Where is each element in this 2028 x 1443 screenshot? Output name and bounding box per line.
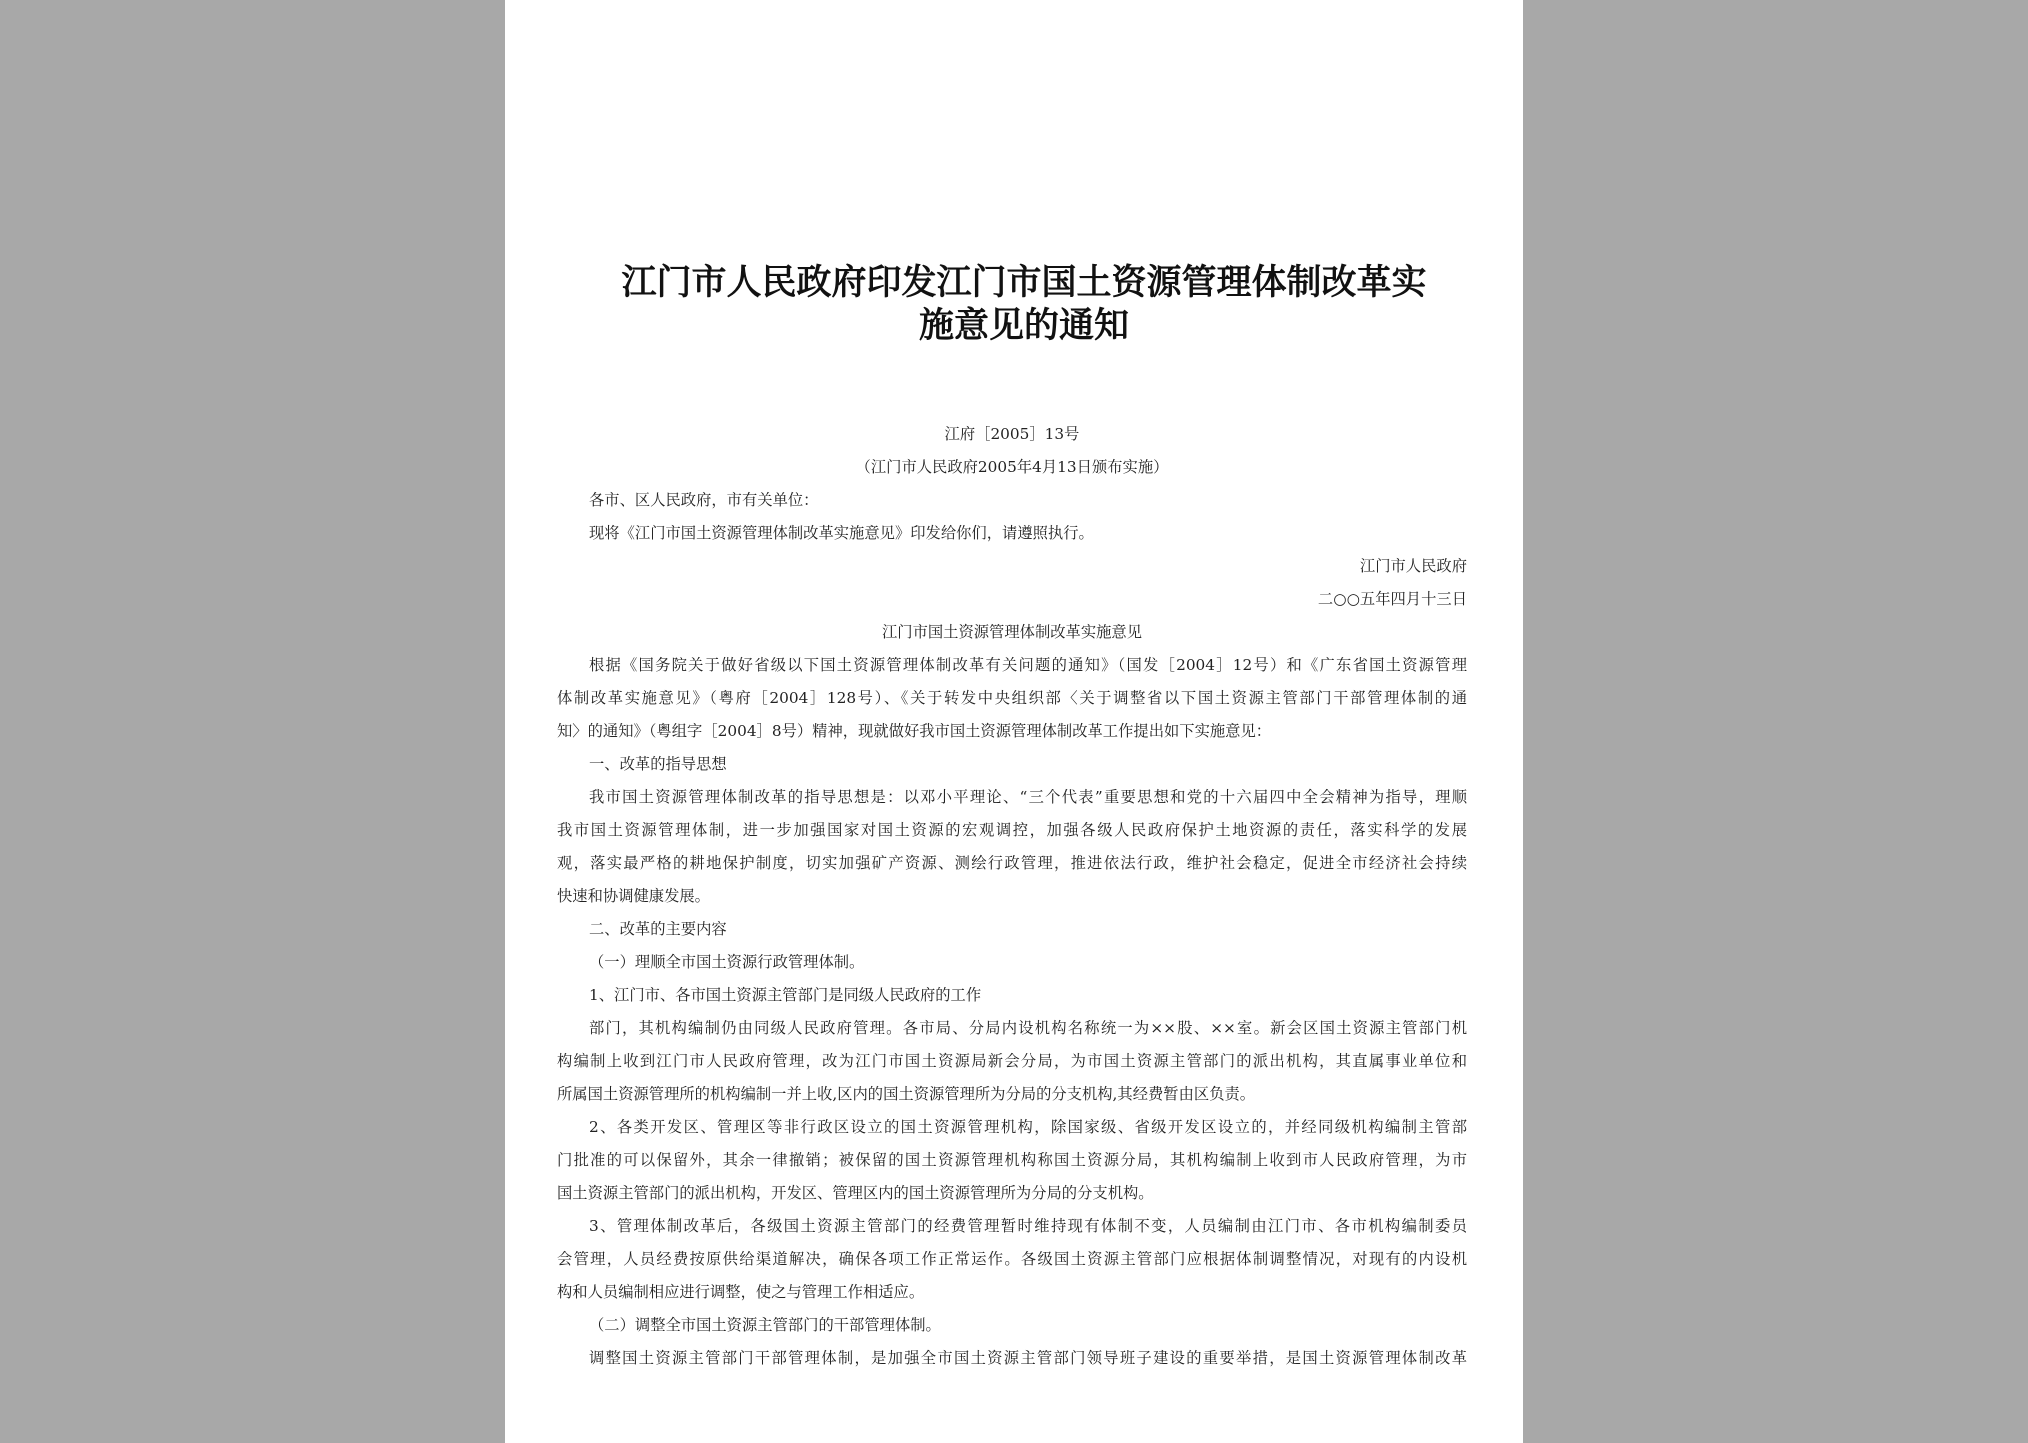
subheading-1: （一）理顺全市国土资源行政管理体制。 [589,953,865,971]
issue-note: （江门市人民政府2005年4月13日颁布实施） [855,458,1169,476]
body-line: 快速和协调健康发展。 [557,887,710,905]
issue-date: 二○○五年四月十三日 [1317,590,1467,608]
body-line: 我市国土资源管理体制，进一步加强国家对国土资源的宏观调控，加强各级人民政府保护土地资源的责任，落实科学的发展 [557,821,1467,839]
document-body [557,418,1467,1375]
body-line: 门批准的可以保留外，其余一律撤销；被保留的国土资源管理机构称国土资源分局，其机构编制上收到市人民政府管理，为市 [557,1151,1467,1169]
body-line: 1、江门市、各市国土资源主管部门是同级人民政府的工作 [589,986,982,1004]
body-line: 体制改革实施意见》（粤府［2004］128号）、《关于转发中央组织部〈关于调整省以下国土资源主管部门干部管理体制的通 [557,689,1467,707]
title-line-2: 施意见的通知 [918,306,1129,346]
subheading-2: （二）调整全市国土资源主管部门的干部管理体制。 [589,1316,941,1334]
body-line: 根据《国务院关于做好省级以下国土资源管理体制改革有关问题的通知》（国发［2004］12号）和《广东省国土资源管理 [589,656,1467,674]
title-line-1: 江门市人民政府印发江门市国土资源管理体制改革实 [621,263,1427,303]
instruction: 现将《江门市国土资源管理体制改革实施意见》印发给你们，请遵照执行。 [589,524,1094,542]
section-title: 江门市国土资源管理体制改革实施意见 [881,623,1143,641]
body-line: 2、各类开发区、管理区等非行政区设立的国土资源管理机构，除国家级、省级开发区设立的，并经同级机构编制主管部 [589,1118,1467,1136]
issuer: 江门市人民政府 [1359,557,1467,575]
page-title [595,262,1453,348]
doc-number: 江府［2005］13号 [944,425,1080,443]
body-line: 3、管理体制改革后，各级国土资源主管部门的经费管理暂时维持现有体制不变，人员编制由江门市、各市机构编制委员 [589,1217,1467,1235]
body-line: 观，落实最严格的耕地保护制度，切实加强矿产资源、测绘行政管理，推进依法行政，维护社会稳定，促进全市经济社会持续 [557,854,1467,872]
body-line: 知〉的通知》（粤组字［2004］8号）精神，现就做好我市国土资源管理体制改革工作提出如下实施意见： [557,722,1272,740]
body-line: 部门，其机构编制仍由同级人民政府管理。各市局、分局内设机构名称统一为××股、××室。新会区国土资源主管部门机 [589,1019,1467,1037]
addressee: 各市、区人民政府，市有关单位： [589,491,819,509]
heading-guiding-ideology: 一、改革的指导思想 [589,755,727,773]
document-page [505,0,1523,1443]
body-line: 构和人员编制相应进行调整，使之与管理工作相适应。 [557,1283,925,1301]
body-line: 国土资源主管部门的派出机构，开发区、管理区内的国土资源管理所为分局的分支机构。 [557,1184,1154,1202]
body-line: 所属国土资源管理所的机构编制一并上收,区内的国土资源管理所为分局的分支机构,其经费暂由区负责。 [557,1085,1256,1103]
body-line: 调整国土资源主管部门干部管理体制，是加强全市国土资源主管部门领导班子建设的重要举措，是国土资源管理体制改革 [589,1349,1467,1367]
heading-main-content: 二、改革的主要内容 [589,920,727,938]
body-line: 我市国土资源管理体制改革的指导思想是：以邓小平理论、“三个代表”重要思想和党的十六届四中全会精神为指导，理顺 [589,788,1467,806]
body-line: 构编制上收到江门市人民政府管理，改为江门市国土资源局新会分局，为市国土资源主管部门的派出机构，其直属事业单位和 [557,1052,1467,1070]
body-line: 会管理，人员经费按原供给渠道解决，确保各项工作正常运作。各级国土资源主管部门应根据体制调整情况，对现有的内设机 [557,1250,1467,1268]
